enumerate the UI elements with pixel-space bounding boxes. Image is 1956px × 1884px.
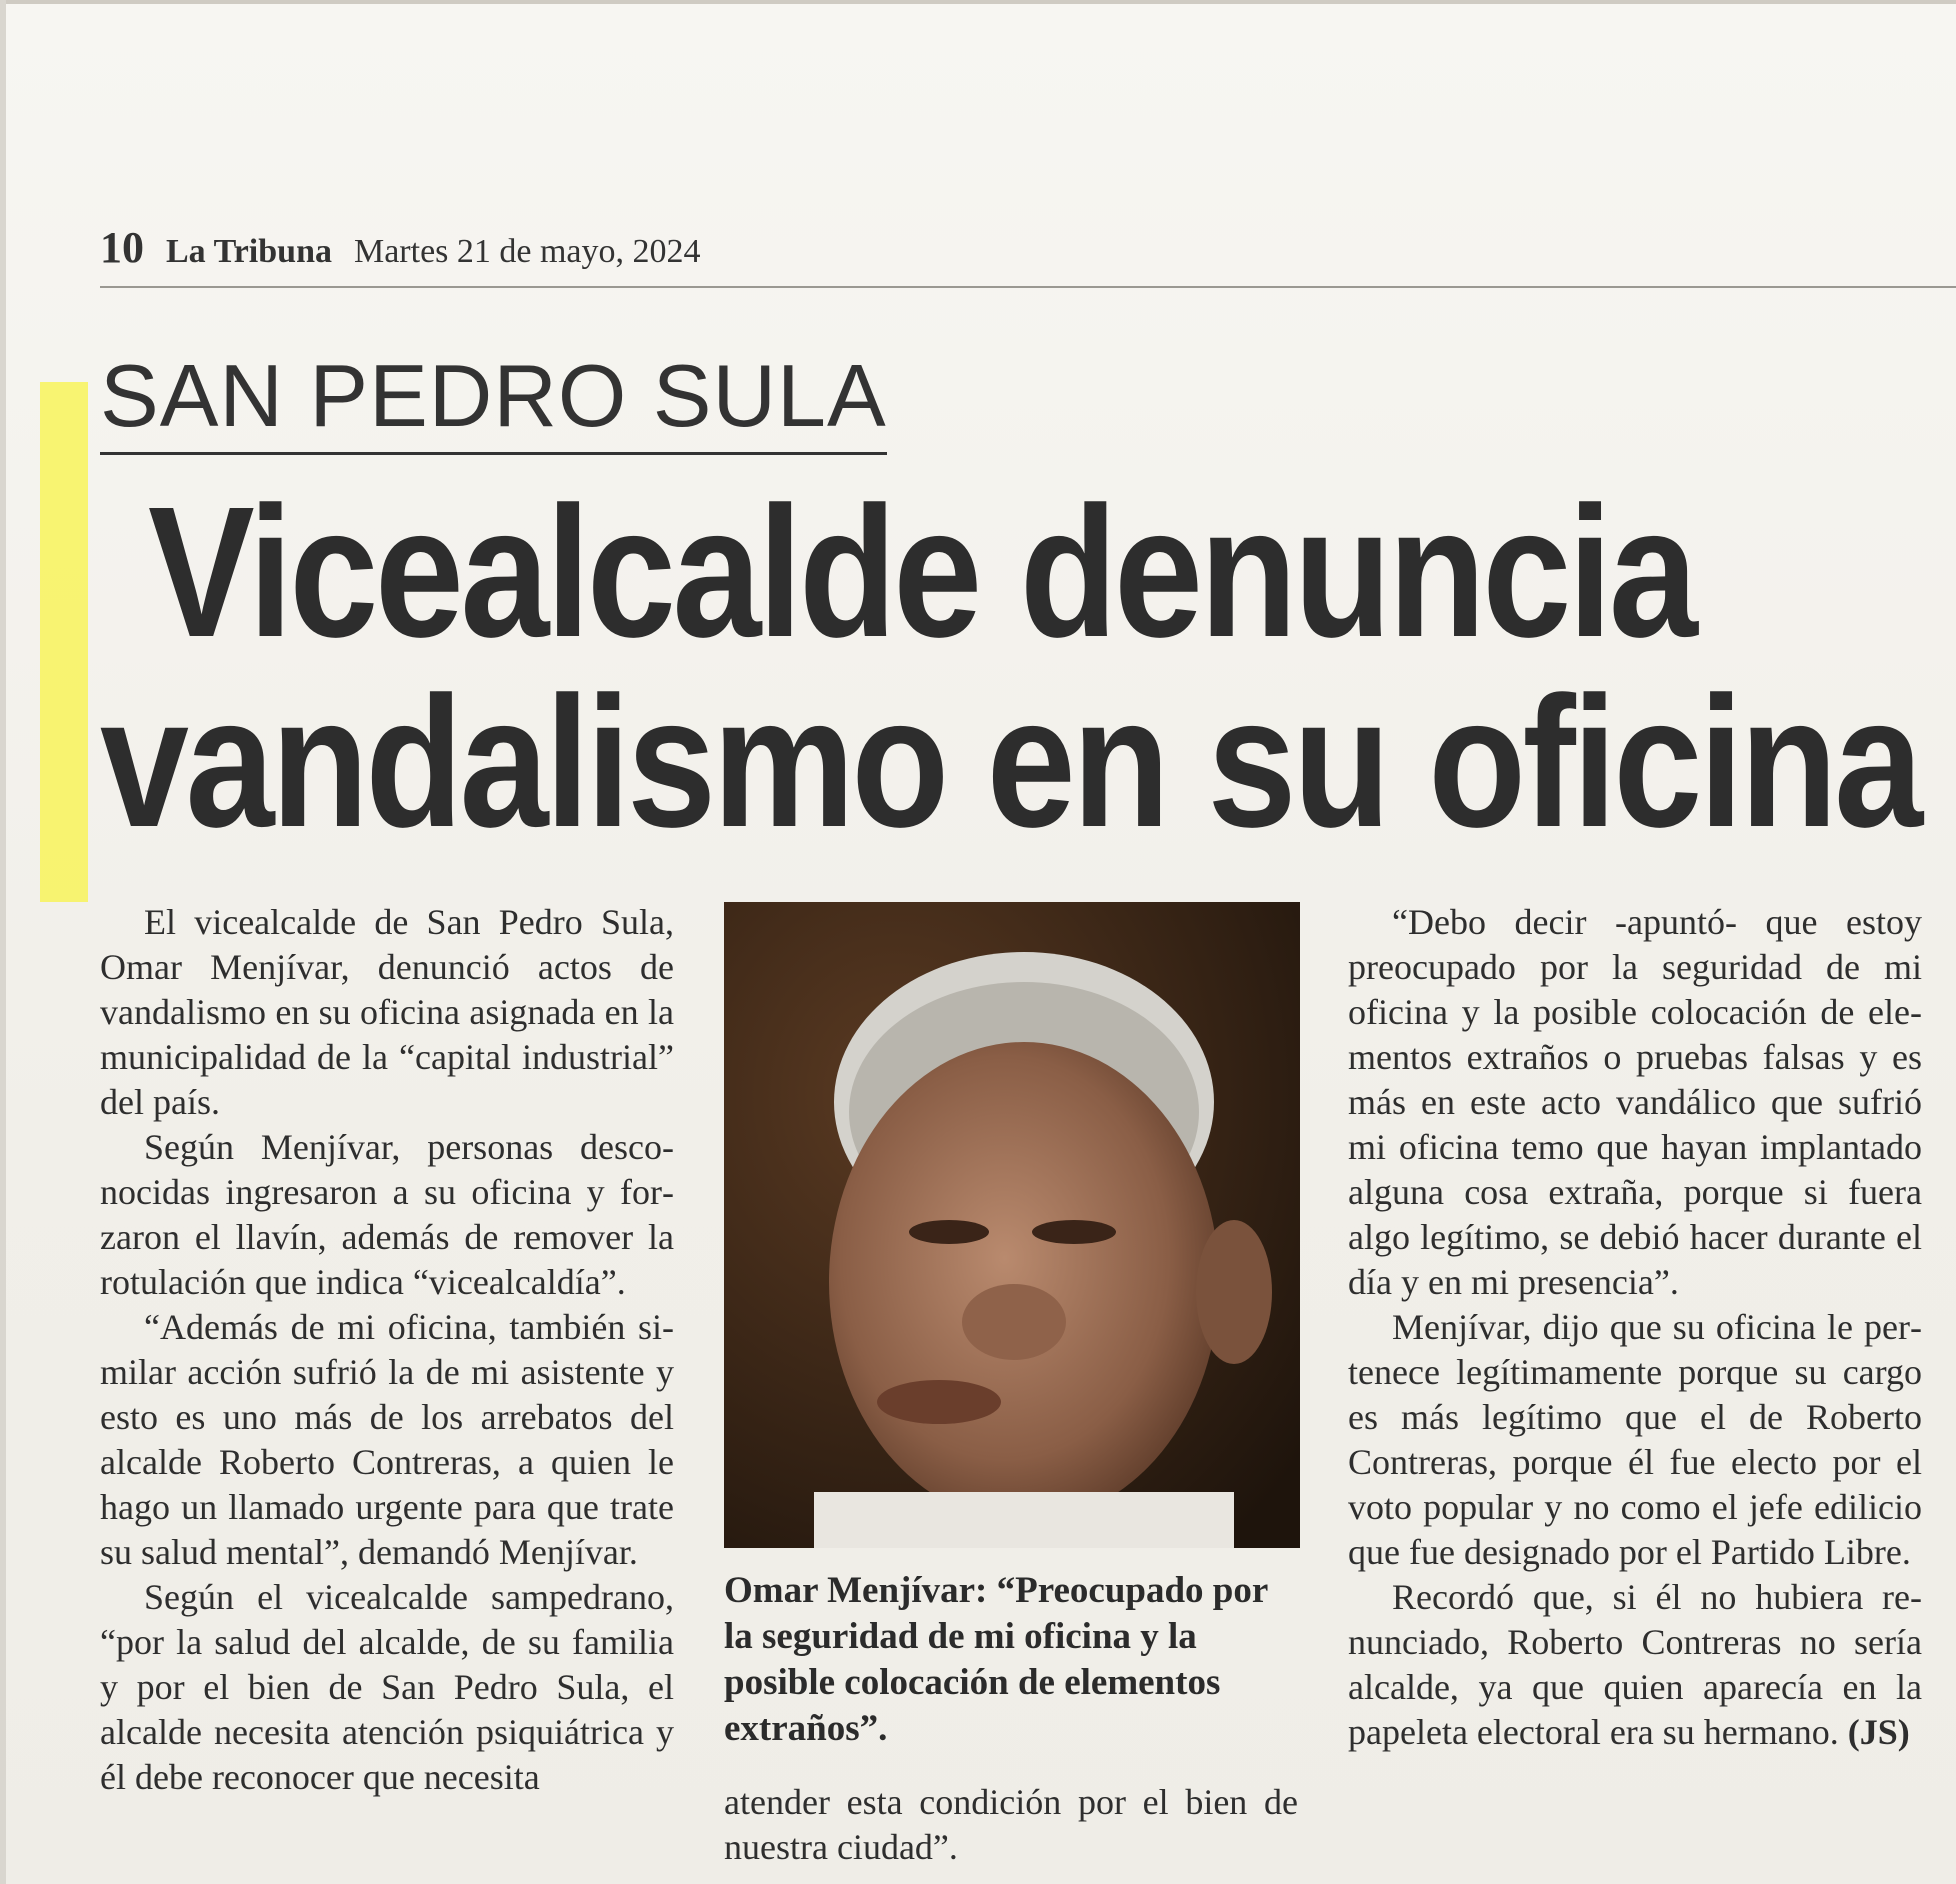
author-signoff: (JS) [1847,1712,1910,1752]
article-column-left [100,900,674,1800]
article-column-right [1348,900,1922,1755]
page-top-edge [0,0,1956,4]
portrait-illustration [724,902,1300,1548]
article-paragraph: Según el vicealcalde sampedrano, “por la salud del alcalde, de su familia y por el bien de San Pedro Sula, el alcalde necesita atención psiquiátrica y él debe reconocer que necesita [100,1577,674,1797]
photo-caption: Omar Menjívar: “Preocupado por la seguridad de mi oficina y la posible colocación de elementos extraños”. [724,1570,1268,1749]
headline-line-1: Vicealcalde denuncia [148,469,1695,676]
section-label: SAN PEDRO SULA [100,346,887,455]
page-number: 10 [100,223,144,272]
headline [100,469,1930,866]
highlighter-mark [40,382,88,902]
article-paragraph: El vicealcalde de San Pedro Sula, Omar Menjívar, denunció actos de vandalismo en su oficina asignada en la municipalidad de la “capital industrial” del país. [100,902,674,1122]
page-header [100,222,701,272]
issue-date: Martes 21 de mayo, 2024 [353,233,701,270]
header-rule [100,286,1956,288]
article-paragraph: atender esta condición por el bien de nuestra ciudad”. [724,1782,1298,1867]
article-paragraph: “Además de mi oficina, también similar acción sufrió la de mi asistente y esto es uno más de los arrebatos del alcalde Roberto Contreras, a quien le hago un llamado urgente para que trate su salud mental”, demandó Menjívar. [100,1307,674,1572]
headline-line-2: vandalismo en su oficina [100,659,1920,866]
article-paragraph: Menjívar, dijo que su oficina le pertenece legítimamente porque su cargo es más legítimo que el de Roberto Contreras, porque él fue electo por el voto popular y no como el jefe edilicio que fue designado por el Partido Libre. [1348,1307,1922,1572]
paper-name: La Tribuna [166,233,332,270]
article-paragraph: “Debo decir -apuntó- que estoy preocupado por la seguridad de mi oficina y la posible colocación de elementos extraños o pruebas falsas y es más en este acto vandálico que sufrió mi oficina temo que hayan implantado alguna cosa extraña, porque si fuera algo legítimo, se debió hacer durante el día y en mi presencia”. [1348,902,1922,1302]
last-paragraph-text: Recordó que, si él no hubiera renunciado, Roberto Contreras no sería alcalde, ya que quien aparecía en la papeleta electoral era su hermano. [1348,1577,1922,1752]
article-paragraph: Según Menjívar, personas desconocidas ingresaron a su oficina y forzaron el llavín, además de remover la rotulación que indica “vicealcaldía”. [100,1127,674,1302]
page-left-edge [0,0,6,1884]
portrait-photo [724,902,1300,1548]
article-column-middle [724,1780,1298,1870]
article-paragraph-last [1348,1575,1922,1755]
